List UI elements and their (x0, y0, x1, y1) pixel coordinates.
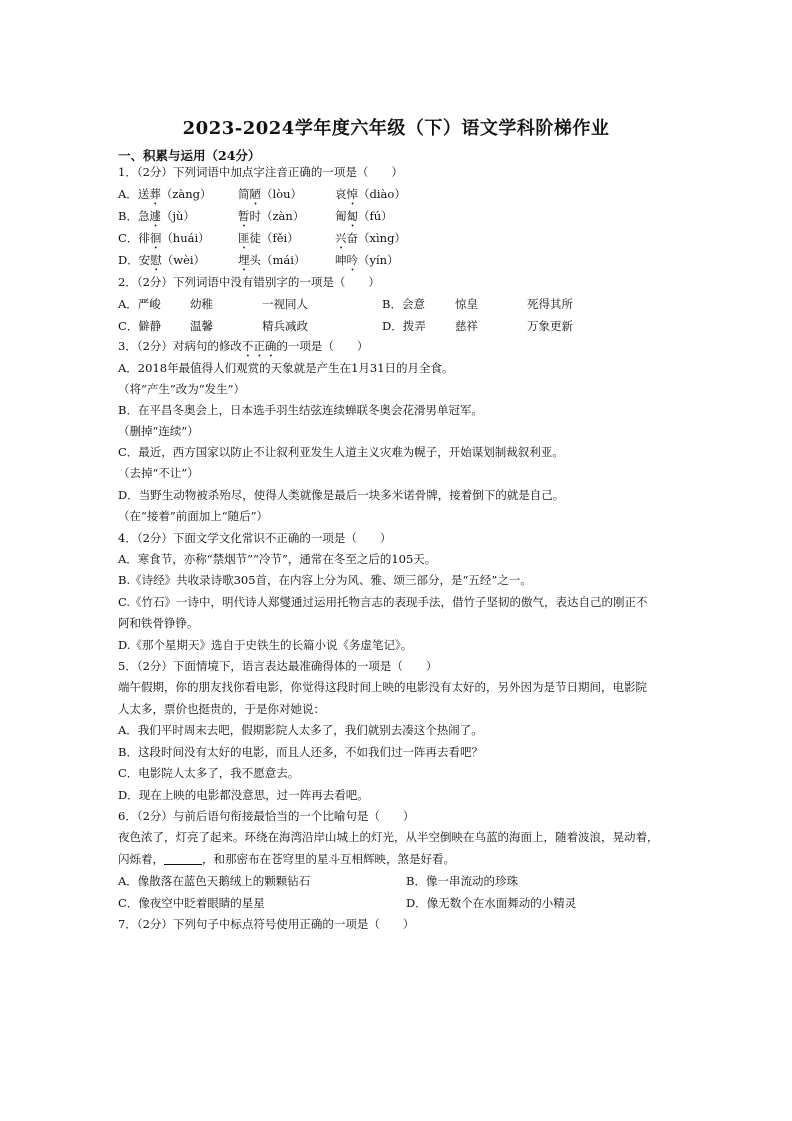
q3-option-b: B．在平昌冬奥会上，日本选手羽生结弦连续蝉联冬奥会花滑男单冠军。 (118, 403, 483, 417)
q2-option-c-3: 精兵减政 (262, 319, 308, 333)
q1-option-a-1: A．送葬（zàng） (118, 187, 212, 201)
q4-option-d: D.《那个星期天》选自于史铁生的长篇小说《务虚笔记》。 (118, 638, 413, 652)
q7-stem: 7．（2分）下列句子中标点符号使用正确的一项是（ ） (118, 917, 415, 931)
section-heading: 一、积累与运用（24分） (118, 148, 261, 163)
answer-blank (164, 852, 202, 865)
q3-option-a: A．2018年最值得人们观赏的天象就是产生在1月31日的月全食。 (118, 361, 454, 375)
q2-option-a-2: 幼稚 (190, 297, 213, 311)
q1-option-d-3: 呻吟（yín） (335, 253, 399, 267)
q4-option-b: B.《诗经》共收录诗歌305首，在内容上分为风、雅、颂三部分，是“五经”之一。 (118, 573, 532, 587)
q3-option-c: C．最近，西方国家以防止不让叙利亚发生人道主义灾难为幌子，开始谋划制裁叙利亚。 (118, 445, 564, 459)
q3-option-d: D．当野生动物被杀殆尽，使得人类就像是最后一块多米诺骨牌，接着倒下的就是自己。 (118, 488, 565, 502)
q6-option-d: D．像无数个在水面舞动的小精灵 (406, 896, 577, 910)
q6-option-b: B．像一串流动的珍珠 (406, 874, 518, 888)
q1-stem: 1．（2分）下列词语中加点字注音正确的一项是（ ） (118, 165, 403, 179)
q3-option-c-fix: （去掉“不让”） (118, 466, 199, 480)
q3-option-d-fix: （在“接着”前面加上“随后”） (118, 509, 269, 523)
q2-stem: 2．（2分）下列词语中没有错别字的一项是（ ） (118, 275, 380, 289)
q3-option-a-fix: （将“产生”改为“发生”） (118, 382, 246, 396)
q6-option-a: A．像散落在蓝色天鹅绒上的颗颗钻石 (118, 874, 311, 888)
q1-option-b-1: B．急遽（jù） (118, 209, 195, 223)
q1-option-b-2: 暂时（zàn） (238, 209, 305, 223)
q5-stem: 5．（2分）下面情境下，语言表达最准确得体的一项是（ ） (118, 659, 438, 673)
q1-option-c-2: 匪徒（fěi） (238, 231, 299, 245)
q4-option-c-line2: 阿和铁骨铮铮。 (118, 616, 199, 630)
q1-option-c-3: 兴奋（xìng） (335, 231, 406, 245)
q4-option-c-line1: C.《竹石》一诗中，明代诗人郑燮通过运用托物言志的表现手法，借竹子坚韧的傲气，表达自己的刚正不 (118, 595, 648, 609)
q1-option-d-1: D．安慰（wèi） (118, 253, 206, 267)
q2-option-c-2: 温馨 (190, 319, 213, 333)
q2-option-d-1: D．拨弄 (382, 319, 426, 333)
q5-option-c: C．电影院人太多了，我不愿意去。 (118, 766, 300, 780)
q2-option-a-1: A．严峻 (118, 297, 161, 311)
document-title: 2023-2024学年度六年级（下）语文学科阶梯作业 (182, 118, 610, 139)
q5-option-a: A．我们平时周末去吧，假期影院人太多了，我们就别去凑这个热闹了。 (118, 723, 483, 737)
q1-option-d-2: 埋头（mái） (238, 253, 306, 267)
q3-stem: 3．（2分）对病句的修改不正确的一项是（ ） (118, 339, 369, 353)
q1-option-c-1: C．徘徊（huái） (118, 231, 210, 245)
q2-option-b-1: B．会意 (382, 297, 425, 311)
q2-option-b-2: 惊皇 (455, 297, 478, 311)
q1-option-a-3: 哀悼（diào） (335, 187, 406, 201)
q2-option-b-3: 死得其所 (527, 297, 573, 311)
q6-context-line2: 闪烁着， ，和那密布在苍穹里的星斗互相辉映，煞是好看。 (118, 852, 455, 866)
q2-option-a-3: 一视同人 (262, 297, 308, 311)
q3-option-b-fix: （删掉“连续”） (118, 424, 199, 438)
q6-option-c: C．像夜空中眨着眼睛的星星 (118, 896, 265, 910)
q2-option-d-2: 慈祥 (455, 319, 478, 333)
q4-stem: 4．（2分）下面文学文化常识不正确的一项是（ ） (118, 531, 392, 545)
q6-stem: 6．（2分）与前后语句衔接最恰当的一个比喻句是（ ） (118, 809, 415, 823)
q1-option-a-2: 简陋（lòu） (238, 187, 303, 201)
q5-context-line2: 人太多，票价也挺贵的，于是你对她说： (118, 702, 325, 716)
q2-option-d-3: 万象更新 (527, 319, 573, 333)
q6-context-line1: 夜色浓了，灯亮了起来。环绕在海湾沿岸山城上的灯光，从半空倒映在乌蓝的海面上，随着波浪，晃动着， (118, 830, 659, 844)
q1-option-b-3: 匍匐（fú） (335, 209, 393, 223)
q5-context-line1: 端午假期，你的朋友找你看电影，你觉得这段时间上映的电影没有太好的，另外因为是节日期间，电影院 (118, 680, 647, 694)
q5-option-d: D．现在上映的电影都没意思，过一阵再去看吧。 (118, 788, 369, 802)
q4-option-a: A．寒食节，亦称“禁烟节”“冷节”，通常在冬至之后的105天。 (118, 552, 437, 566)
q5-option-b: B．这段时间没有太好的电影，而且人还多，不如我们过一阵再去看吧？ (118, 745, 483, 759)
q2-option-c-1: C．僻静 (118, 319, 162, 333)
